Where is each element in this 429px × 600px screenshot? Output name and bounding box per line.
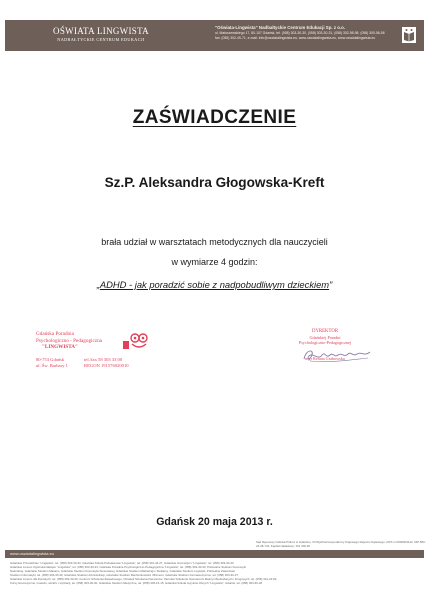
footer-institutions: [10, 561, 420, 586]
stamp-phone: tel./fax 58 303 33 00: [84, 357, 123, 362]
duration-statement: w wymiarze 4 godzin:: [171, 257, 258, 267]
footer-line: Gdańskie Przedszkole "Lingwista", tel. (058) 303-30-33, Gdańska Szkoła Podstawowa "Lingwista", tel. (058) 301-43-27, Gdańskie Gimnazjum "Lingwista", tel. (058) 303-30-30: [10, 561, 234, 565]
stamp-postcode: 80-753 Gdańsk: [36, 357, 65, 362]
topic-open-quote: „: [96, 279, 100, 290]
topic-close-quote: ”: [329, 279, 333, 290]
certificate-title: ZAŚWIADCZENIE: [132, 107, 297, 128]
footer-website: www.oswiatalingwista.eu: [10, 551, 55, 556]
place-and-date: Gdańsk 20 maja 2013 r.: [156, 516, 273, 528]
stamp-street: ul. Św. Barbary 1: [36, 363, 68, 368]
header-address: ul. Matuszewskiego 17, 80-107 Gdańsk, tel. (058) 303-30-30, (058) 303-30-31, (058) 302-98-98, (058) 300-56-56: [215, 31, 385, 35]
director-institution-2: Psychologiczno-Pedagogicznej: [298, 340, 352, 345]
workshop-topic: [0, 279, 429, 290]
footer-line: Gdańskie Liceum dla Dorosłych, tel. (058) 303-30-30, Centrum Szkolenia Zawodowego, Ośrodek Szkolenia Kierowców, Ośrodek Szkolenia Operatorów Maszyn Budowlanych i Drogowych, tel. (058) 341-22-82,: [10, 577, 278, 582]
header-company: "Oświata-Lingwista" Nadbałtyckie Centrum Edukacji Sp. z o.o.: [215, 25, 346, 30]
director-institution-1: Gdańskiej Poradni: [309, 335, 341, 340]
footer-line: Kursy kosmetyczne, masażu, wizażu i stylizacji, tel. (058) 303-30-30, Gdańskie Studium Medyczne, tel. (058) 345-15-15, Gdańska Szkoła Języków Obcych "Lingwista", Gdańsk, tel. (058) 303-30-30: [10, 581, 263, 586]
recipient-name: Sz.P. Aleksandra Głogowska-Kreft: [104, 175, 325, 190]
header-contact-info: [215, 25, 391, 41]
director-title: DYREKTOR: [311, 329, 339, 334]
topic-text: ADHD - jak poradzić sobie z nadpobudliwym dzieckiem: [99, 279, 330, 290]
footer-band: [5, 550, 424, 558]
footer-line: Naturalnej, Gdańskie Studium Masażu, Gdańskie Studium Kosmetyki Stosowanej, Gdańskie Studium Marketingu i Reklamy, Gdańskie Studium Logistyki, Policealne Zawodowe: [10, 569, 236, 574]
director-signature: [300, 345, 375, 365]
stamp-line-1: Gdańska Poradnia: [36, 331, 74, 337]
owl-logo-icon: [121, 331, 151, 351]
logo-name: OŚWIATA LINGWISTA: [53, 26, 149, 36]
footer-line: Gdańskie Liceum Ogólnokształcące "Lingwista", tel. (058) 303-30-33, Gdańska Poradnia Psychologiczno-Pedagogiczna "Lingwista", tel. (058) 303-30-33, Policealne Studium Kosmetyki: [10, 565, 246, 570]
footer-registry: Sąd Rejonowy Gdańsk-Północ w Gdańsku, VII Wydział Gospodarczy Krajowego Rejestru Sądowego, KRS nr 0000004142, NIP 583-24-48-742, Kapitał zakładowy: 161 300,00: [256, 540, 426, 548]
director-name: mgr Renata Grabowska: [305, 356, 345, 361]
stamp-line-3: "LINGWISTA": [42, 344, 78, 350]
open-book-icon: [402, 27, 416, 43]
stamp-line-2: Psychologiczno - Pedagogiczna: [36, 337, 102, 344]
header-contact: fax: (058) 302-49-71, e-mail: info@oswiatalingwista.eu, www.oswiatalingwista.eu, www.oswiatalingwista.eu: [215, 36, 376, 40]
header-band: [5, 20, 424, 51]
logo-subtitle: NADBAŁTYCKIE CENTRUM EDUKACJI: [57, 37, 145, 42]
footer-line: Studium Informatyki, tel. (058) 303-30-30, Gdańskie Studium Administracji, Gdańskie Studium Rachunkowości i Biznesu, Gdańskie Studium Farmaceutyczne, tel. (058) 303-30-37,: [10, 573, 239, 578]
participation-statement: brała udział w warsztatach metodycznych dla nauczycieli: [101, 237, 328, 247]
stamp-regon: REGON 191576020010: [84, 363, 129, 368]
header-logo: [51, 26, 151, 43]
institution-stamp: [36, 331, 154, 387]
